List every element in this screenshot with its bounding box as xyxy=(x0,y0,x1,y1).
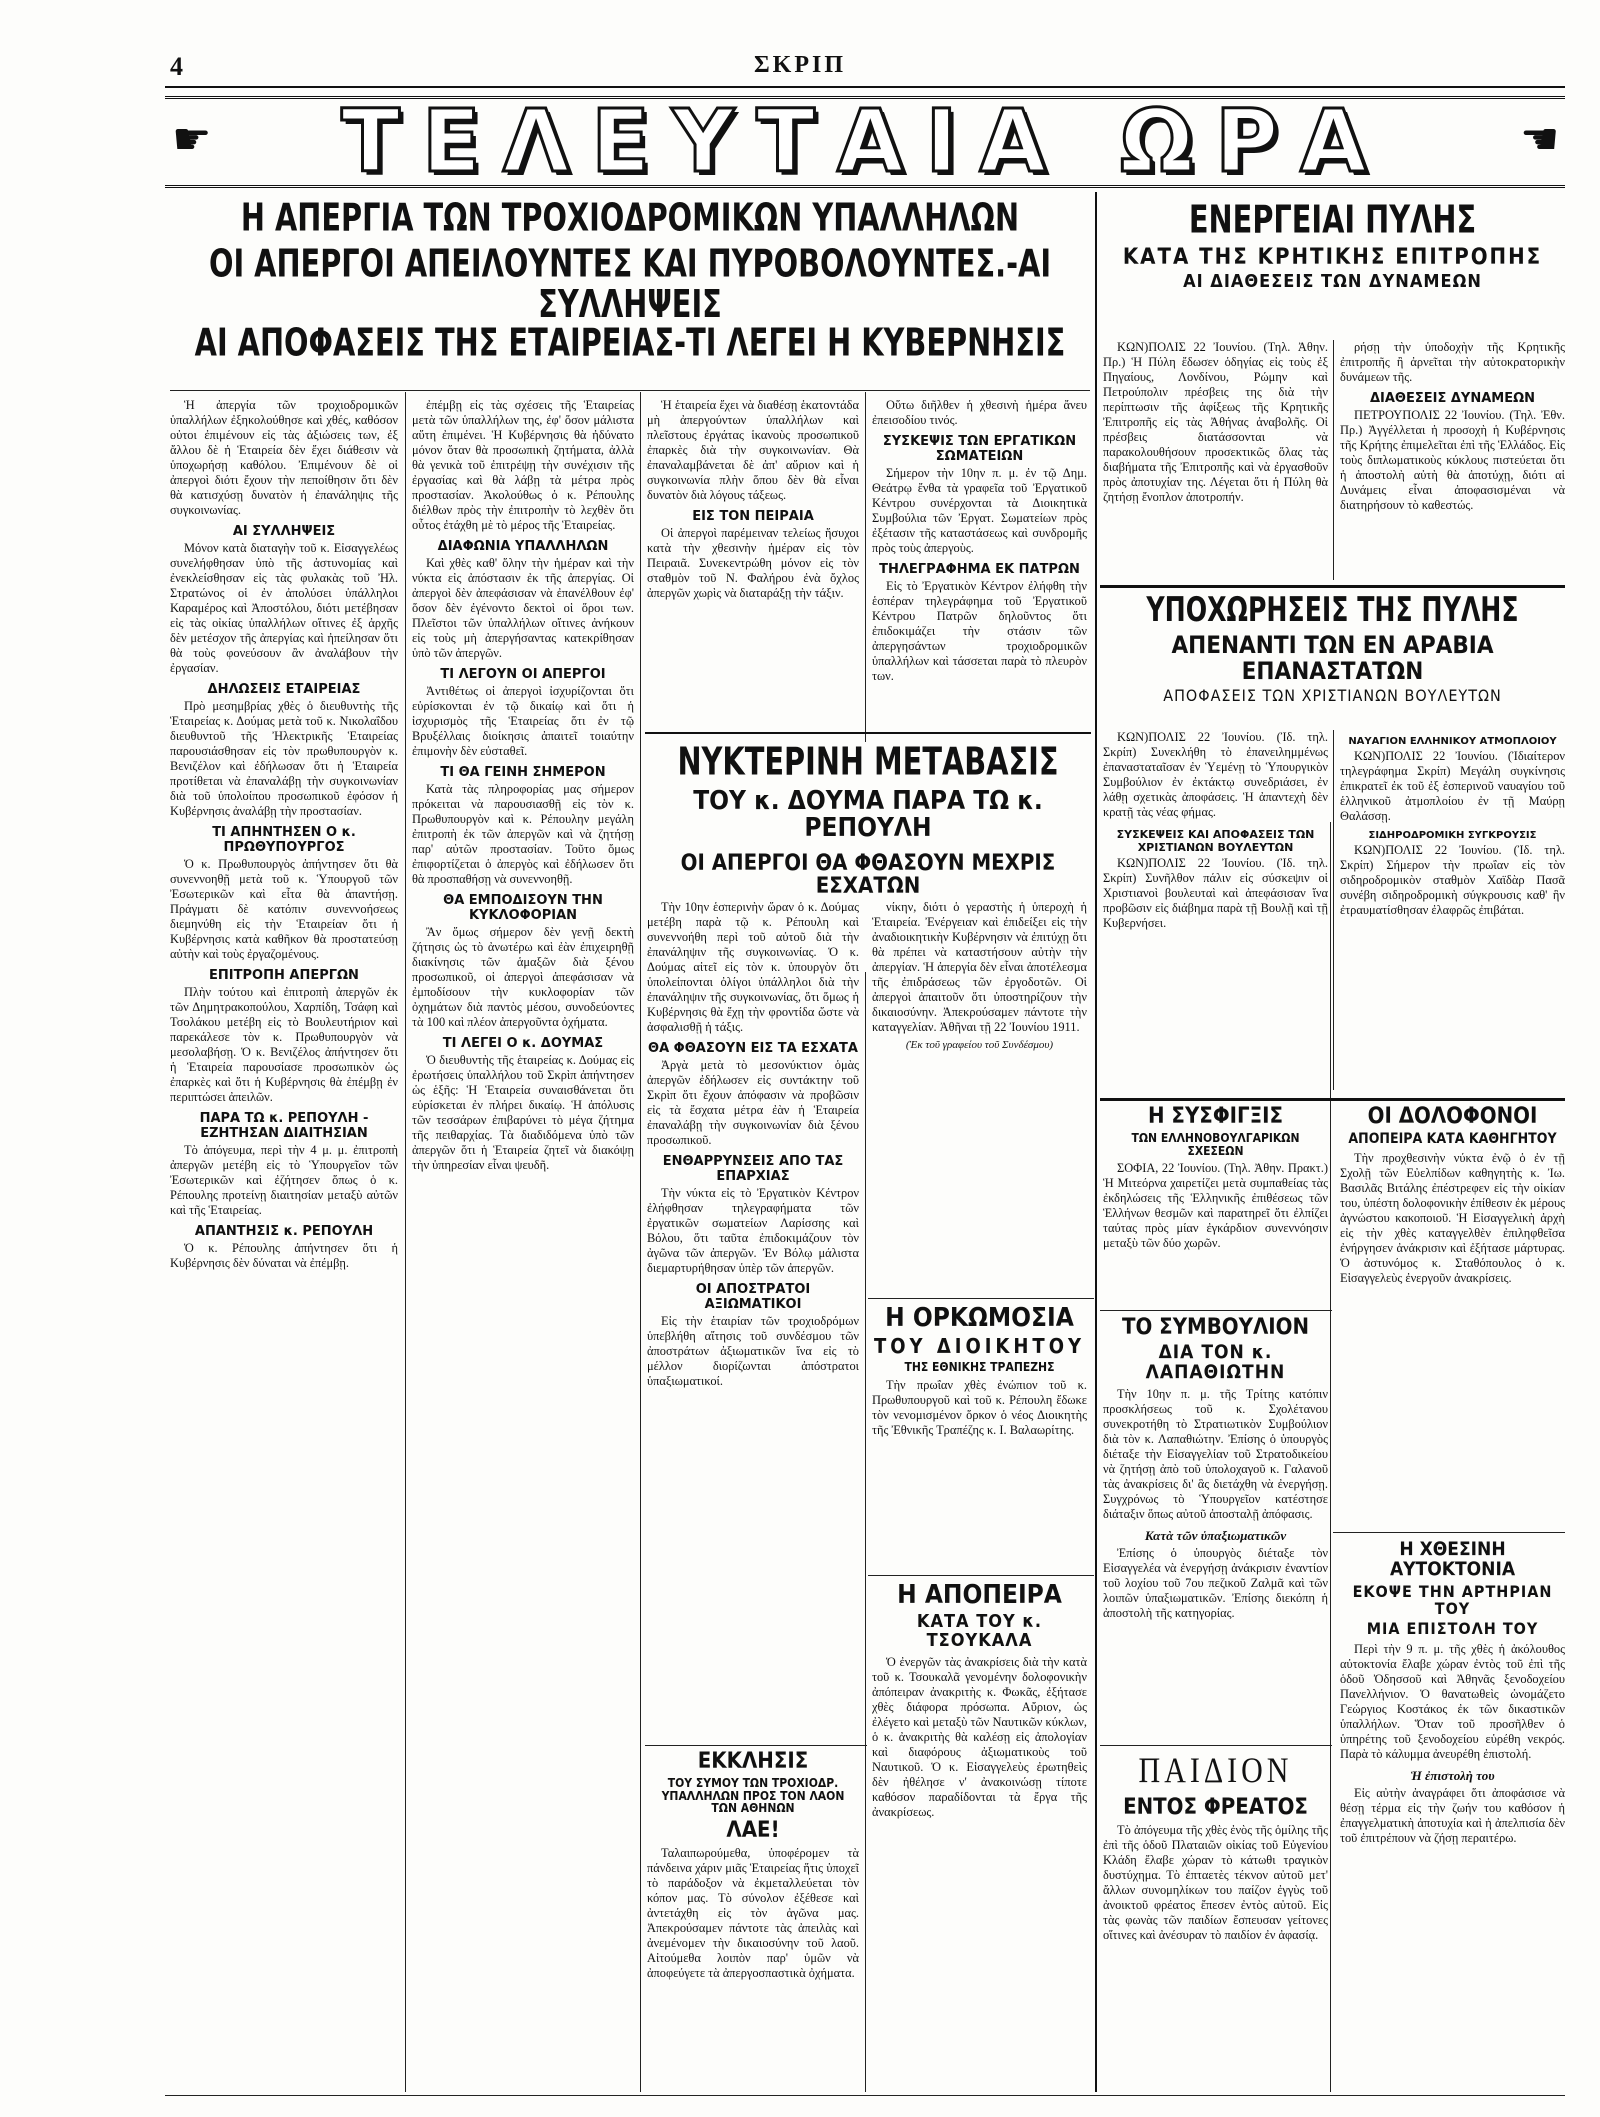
rule xyxy=(1100,1098,1565,1101)
night-story-column-2 xyxy=(872,900,1087,1290)
rule xyxy=(868,1298,1094,1299)
subheading: ΤΙ ΑΠΗΝΤΗΣΕΝ Ο κ. ΠΡΩΘΥΠΟΥΡΓΟΣ xyxy=(212,825,356,855)
council-headline-1: ΤΟ ΣΥΜΒΟΥΛΙΟΝ xyxy=(1121,1316,1310,1340)
appeal-headline-3: ΛΑΕ! xyxy=(726,1817,780,1843)
subheading: ΣΙΔΗΡΟΔΡΟΜΙΚΗ ΣΥΓΚΡΟΥΣΙΣ xyxy=(1368,830,1537,841)
concessions-headline-3: ΑΠΟΦΑΣΕΙΣ ΤΩΝ ΧΡΙΣΤΙΑΝΩΝ ΒΟΥΛΕΥΤΩΝ xyxy=(1163,685,1502,705)
pointing-hand-icon-right: ☚ xyxy=(1520,115,1560,164)
main-story-column-1 xyxy=(170,398,398,2093)
suicide-headline-3: ΜΙΑ ΕΠΙΣΤΟΛΗ ΤΟΥ xyxy=(1366,1619,1539,1639)
column-rule xyxy=(1095,192,1097,2092)
article-text: Σήμερον τὴν 10ην π. μ. ἐν τῷ Δημ. Θεάτρῳ ἔνθα τὰ γραφεῖα τοῦ Ἐργατικοῦ Κέντρου συνέρχονται τὰ Διοικητικὰ Συμβούλια τῶν Ἐργατ. Σωματείων πρὸς ἐξέτασιν τῆς καταστάσεως καὶ συνδρομῆς πρὸς τοὺς ἀπεργοὺς. xyxy=(872,466,1087,555)
suicide-headline-2: ΕΚΟΨΕ ΤΗΝ ΑΡΤΗΡΙΑΝ ΤΟΥ xyxy=(1352,1581,1553,1618)
subheading: ΕΠΙΤΡΟΠΗ ΑΠΕΡΓΩΝ xyxy=(209,968,359,983)
article-text: Εἰς τὸ Ἐργατικὸν Κέντρον ἐλήφθη τὴν ἑσπέραν τηλεγράφημα τοῦ Ἐργατικοῦ Κέντρου Πατρῶν δηλοῦντος ὅτι ἐπιδοκιμάζει τὴν στάσιν τῶν ἀπεργησάντων τροχιοδρομικῶν ὑπαλλήλων καὶ τάσσεται παρὰ τὸ πλευρὸν των. xyxy=(872,579,1087,683)
main-headline-3: ΑΙ ΑΠΟΦΑΣΕΙΣ ΤΗΣ ΕΤΑΙΡΕΙΑΣ-ΤΙ ΛΕΓΕΙ Η ΚΥΒΕΡΝΗΣΙΣ xyxy=(194,319,1066,365)
oath-article xyxy=(872,1305,1087,1565)
subheading: ΕΙΣ ΤΟΝ ΠΕΙΡΑΙΑ xyxy=(692,509,814,524)
attempt-headline-2: ΚΑΤΑ ΤΟΥ κ. ΤΣΟΥΚΑΛΑ xyxy=(916,1611,1043,1652)
article-text: Περὶ τὴν 9 π. μ. τῆς χθὲς ἡ ἀκόλουθος αὐτοκτονία ἔλαβε χώραν ἐντὸς τοῦ ἐπὶ τῆς ὁδοῦ Ὀδησσοῦ καὶ Ἀθηνᾶς ξενοδοχείου Πανελλήνιον. Ὁ θανατωθεὶς ὠνομάζετο Γεώργιος Κοστάκος ἐκ τῶν δικαστικῶν ὑπαλλήλων. Ὅταν τοῦ προσῆλθεν ὁ ὑπηρέτης τοῦ ξενοδοχείου εὑρέθη νεκρός. Παρὰ τὸ κάλυμμα ἀνευρέθη ἐπιστολή. xyxy=(1340,1642,1565,1762)
article-text: ΚΩΝ)ΠΟΛΙΣ 22 Ἰουνίου. (Ἰδ. τηλ. Σκρίπ) Συνῆλθον πάλιν εἰς σύσκεψιν οἱ Χριστιανοὶ βουλευταὶ καὶ ἀπεφάσισαν ἵνα προβῶσιν εἰς διάβημα παρὰ τῇ Βουλῇ καὶ τῇ Κυβερνήσει. xyxy=(1103,856,1328,930)
appeal-headline-2: ΤΟΥ ΣΥΜΟΥ ΤΩΝ ΤΡΟΧΙΟΔΡ. ΥΠΑΛΛΗΛΩΝ ΠΡΟΣ ΤΟΝ ΛΑΟΝ ΤΩΝ ΑΘΗΝΩΝ xyxy=(661,1776,845,1816)
rule xyxy=(868,1575,1094,1576)
subheading: ΔΙΑΘΕΣΕΙΣ ΔΥΝΑΜΕΩΝ xyxy=(1369,391,1536,406)
article-text: Τὴν νύκτα εἰς τὸ Ἐργατικὸν Κέντρον ἐλήφθησαν τηλεγραφήματα τῶν ἐργατικῶν σωματείων Λαρίσσης καὶ Βόλου, ὅτι ταῦτα ἐπιδοκιμάζουν τὸν ἀγῶνα τῶν ἀπεργῶν. Ἐν Βόλῳ μάλιστα διεμαρτυρήθησαν ὑπὲρ τῶν ἀπεργῶν. xyxy=(647,1186,859,1275)
rule xyxy=(1333,1532,1565,1533)
article-text: Εἰς τὴν ἑταιρίαν τῶν τροχιοδρόμων ὑπεβλήθη αἴτησις τοῦ συνδέσμου τῶν ἀποστράτων ἀξιωματικῶν ἵνα εἰς τὸ μέλλον διορίζωνται ἀπόστρατοι ὑπαξιωματικοί. xyxy=(647,1314,859,1388)
article-text: ἐπέμβῃ εἰς τὰς σχέσεις τῆς Ἑταιρείας μετὰ τῶν ὑπαλλήλων της, ἐφ' ὅσον μάλιστα αὕτη ἐπιμένει. Ἡ Κυβέρνησις θὰ ἠδύνατο μόνον ὅταν θὰ προσωπικὴ ζητήματα, ἀλλὰ θὰ γενικὰ τοῦ ἐπιτρέψῃ τὴν συνέχισιν τῆς ἐργασίας καὶ θὰ λάβῃ τὰ μέτρα πρὸς προστασίαν. Ἀκολούθως ὁ κ. Ρέπουλης διέλθων πρὸς τὴν ἐπιτροπὴν τὸ λεχθὲν ὅτι οὗτος ἐτάχθη μὲ τὸ μέρος τῆς Ἑταιρείας. xyxy=(412,398,634,532)
child-article xyxy=(1103,1752,1328,2092)
article-text: Τὴν πρωΐαν χθὲς ἐνώπιον τοῦ κ. Πρωθυπουργοῦ καὶ τοῦ κ. Ρέπουλη ἔδωκε τὸν νενομισμένον ὅρκον ὁ νέος Διοικητὴς τῆς Ἐθνικῆς Τραπέζης κ. Ι. Βαλαωρίτης. xyxy=(872,1377,1087,1437)
concessions-headline-1: ΥΠΟΧΩΡΗΣΕΙΣ ΤΗΣ ΠΥΛΗΣ xyxy=(1146,592,1519,630)
subheading: ΤΙ ΘΑ ΓΕΙΝΗ ΣΗΜΕΡΟΝ xyxy=(440,765,606,780)
subheading: ΣΥΣΚΕΨΙΣ ΤΩΝ ΕΡΓΑΤΙΚΩΝ ΣΩΜΑΤΕΙΩΝ xyxy=(882,434,1077,464)
concessions-col1 xyxy=(1103,730,1328,820)
subheading: ΠΑΡΑ ΤΩ κ. ΡΕΠΟΥΛΗ - ΕΖΗΤΗΣΑΝ ΔΙΑΙΤΗΣΙΑΝ xyxy=(199,1111,369,1141)
rule xyxy=(1100,1310,1332,1311)
concessions-col1b xyxy=(1103,822,1328,1092)
council-article xyxy=(1103,1316,1328,1736)
attempt-article xyxy=(872,1582,1087,2092)
main-story-column-4 xyxy=(872,398,1087,728)
article-text: Ταλαιπωρούμεθα, ὑποφέρομεν τὰ πάνδεινα χάριν μιᾶς Ἑταιρείας ἥτις ὑποχεῖ τὸ παράδοξον νὰ ἐκμεταλλεύεται τὸν κόπον μας. Τὸ σύνολον ἐξέθεσε καὶ ἀντετάχθη εἰς τὸν ἀγῶνα μας. Ἀπεκρούσαμεν πάντοτε τὰς ἀπειλὰς καὶ ἀνεμένομεν τὴν δικαιοσύνην τοῦ λαοῦ. Αἰτούμεθα λοιπὸν παρ' ὑμῶν νὰ ἀποφεύγετε τὰ ἀπεργοσπαστικὰ ὀχήματα. xyxy=(647,1845,859,1980)
porte-article-col1 xyxy=(1103,340,1328,580)
article-text: Τὸ ἀπόγευμα τῆς χθὲς ἐνὸς τῆς ὁμίλης τῆς ἐπὶ τῆς ὁδοῦ Πλαταιῶν οἰκίας τοῦ Εὐγενίου Κλάδη ἔλαβε χώραν τὸ κάτωθι τραγικὸν δυστύχημα. Τὸ ἐπταετὲς τέκνον αὐτοῦ μετ' ἄλλων συνομηλίκων του παίζον ἐγγὺς τοῦ ἀνοικτοῦ φρέατος ἔπεσεν ἐντὸς αὐτοῦ. Εἰς τὰς φωνὰς τῶν παιδίων ἔσπευσαν γείτονες οἵτινες καὶ ἀνέσυραν τὸ παιδίον ἐν ἀφασίᾳ. xyxy=(1103,1822,1328,1942)
murderers-article xyxy=(1340,1105,1565,1525)
subheading: ΕΝΘΑΡΡΥΝΣΕΙΣ ΑΠΟ ΤΑΣ ΕΠΑΡΧΙΑΣ xyxy=(662,1154,844,1184)
murderers-headline-1: ΟΙ ΔΟΛΟΦΟΝΟΙ xyxy=(1367,1105,1538,1129)
article-text: Πλὴν τούτου καὶ ἐπιτροπὴ ἀπεργῶν ἐκ τῶν Δημητρακοπούλου, Χαρπίδη, Τσάφη καὶ Τσολάκου μετέβη εἰς τὸ Βουλευτήριον καὶ παρεκάλεσε τὸν κ. Πρωθυπουργὸν νὰ μεσολαβήσῃ. Ὁ κ. Βενιζέλος ἀπήντησεν ὅτι ἡ Ἑταιρεία παρουσίασε προσωπικὸν ὡς ἐπαρκὲς καὶ ὅτι ἡ Κυβέρνησις θὰ ἐπέμβῃ ἐν περιπτώσει ἀπειλῶν. xyxy=(170,985,398,1104)
article-text: Ὁ κ. Πρωθυπουργὸς ἀπήντησεν ὅτι θὰ συνεννοηθῇ μετὰ τοῦ κ. Ὑπουργοῦ τῶν Ἐσωτερικῶν καὶ εἶτα θὰ ἀπαντήσῃ. Πράγματι δὲ κατόπιν συνεννοήσεως διεμηνύθη εἰς τὴν Ἑταιρείαν ὅτι ἡ Κυβέρνησις κατὰ καθῆκον θὰ προστατεύσῃ αὐτὴν καὶ τοὺς ἐργαζομένους. xyxy=(170,857,398,961)
oath-headline-2: ΤΟΥ ΔΙΟΙΚΗΤΟΥ xyxy=(873,1334,1086,1359)
porte-article-headlines xyxy=(1100,200,1565,340)
column-rule xyxy=(1330,822,1331,2092)
article-text: Ἡ ἑταιρεία ἔχει νὰ διαθέσῃ ἑκατοντάδα μὴ ἀπεργούντων ὑπαλλήλων καὶ πλεῖστους ἐργάτας ἱκανοὺς προσωπικοῦ ἐπαρκὲς διὰ τὴν συγκοινωνίαν. Θὰ ἐπαναλαμβάνεται δὲ ἀπ' αὔριον καὶ ἡ συγκοινωνία πλὴν ὅπου δὲν θὰ εἶναι δυνατὸν διὰ λόγους τάξεως. xyxy=(647,398,859,502)
article-text: Τὴν προχθεσινὴν νύκτα ἐνῷ ὁ ἐν τῇ Σχολῇ τῶν Εὐελπίδων καθηγητὴς κ. Ἰω. Βασιλᾶς Βιτάλης ἐπέστρεφεν εἰς τὴν οἰκίαν του, ὑπέστη δολοφονικὴν ἐπίθεσιν ἐκ μέρους ἀγνώστου κακοποιοῦ. Ἡ Εἰσαγγελικὴ ἀρχὴ εἰς τὴν χθὲς καταγγελθὲν ἐπιληφθεῖσα ἐνήργησεν ἀνάκρισιν καὶ ἐξήτασε μάρτυρας. Ὁ ἀστυνόμος κ. Σταθόπουλος ὁ κ. Εἰσαγγελεὺς ἐνεργοῦν ἀνακρίσεις. xyxy=(1340,1150,1565,1285)
column-rule xyxy=(865,392,866,2092)
pointing-hand-icon-left: ☛ xyxy=(172,115,212,164)
rule xyxy=(170,390,1090,391)
column-rule xyxy=(640,392,641,2092)
bulgarian-article xyxy=(1103,1105,1328,1305)
subheading: ΝΑΥΑΓΙΟΝ ΕΛΛΗΝΙΚΟΥ ΑΤΜΟΠΛΟΙΟΥ xyxy=(1348,736,1557,747)
article-text: Ἂν ὅμως σήμερον δὲν γενῇ δεκτὴ ζήτησις ὡς τὸ ἀνωτέρω καὶ ἐὰν ἐπιχειρηθῇ διακίνησις τῶν ἁμαξῶν διὰ ξένου προσωπικοῦ, οἱ ἀπεργοὶ ἀπεφάσισαν νὰ ἐμποδίσουν τὴν κυκλοφορίαν τῶν ὀχημάτων διὰ παντὸς μέσου, συνοδεύοντες τὰ 100 καὶ πλέον ἀπεργοῦντα ὀχήματα. xyxy=(412,925,634,1029)
article-text: Ἀργὰ μετὰ τὸ μεσονύκτιον ὁμὰς ἀπεργῶν ἐδήλωσεν εἰς συντάκτην τοῦ Σκρὶπ ὅτι ἔχουν ἀπόφασιν νὰ προβῶσιν εἰς τὰ ἔσχατα μέτρα ἐὰν ἡ Ἑταιρεία ἐπαναλάβῃ τὴν συγκοινωνίαν διὰ ξένου προσωπικοῦ. xyxy=(647,1058,859,1147)
suicide-headline-1: Η ΧΘΕΣΙΝΗ ΑΥΤΟΚΤΟΝΙΑ xyxy=(1389,1540,1516,1580)
column-rule xyxy=(405,392,406,2092)
night-story-column-1 xyxy=(647,900,859,1740)
article-text: ΣΟΦΙΑ, 22 Ἰουνίου. (Τηλ. Ἀθην. Πρακτ.) Ἡ Μιτεόρνα χαιρετίζει μετὰ συμπαθείας τὰς ἐκδηλώσεις τῆς Ἑλληνικῆς ἐπιθέσεως τῶν Ἑλλήνων θεσμῶν καὶ παρατηρεῖ ὅτι ἐλπίζει ταύτας πρὸς μίαν ἐγκάρδιον συνεννόησιν μεταξὺ τῶν δύο χωρῶν. xyxy=(1103,1161,1328,1251)
main-headline-2: ΟΙ ΑΠΕΡΓΟΙ ΑΠΕΙΛΟΥΝΤΕΣ ΚΑΙ ΠΥΡΟΒΟΛΟΥΝΤΕΣ.-ΑΙ ΣΥΛΛΗΨΕΙΣ xyxy=(208,239,1052,326)
subheading: ΘΑ ΦΘΑΣΟΥΝ ΕΙΣ ΤΑ ΕΣΧΑΤΑ xyxy=(648,1041,858,1056)
subheading: ΘΑ ΕΜΠΟΔΙΣΟΥΝ ΤΗΝ ΚΥΚΛΟΦΟΡΙΑΝ xyxy=(443,893,603,923)
subheading: Ἡ ἐπιστολὴ του xyxy=(1410,1768,1495,1784)
article-text: ΠΕΤΡΟΥΠΟΛΙΣ 22 Ἰουνίου. (Τηλ. Ἐθν. Πρ.) Ἀγγέλλεται ἡ προσοχὴ ἡ Κυβέρνησις τῆς Κρήτης ἐπιμελεῖται ἐπὶ τῆς Ἑλλάδος. Εἰς τοὺς διπλωματικοὺς κύκλους πιστεύεται ὅτι ἡ ἀποστολὴ αὐτὴ θὰ ἀποτύχῃ, διότι αἱ Δυνάμεις εἶναι ἀποφασισμέναι νὰ διατηρήσουν τὸ καθεστώς. xyxy=(1340,408,1565,512)
council-headline-2: ΔΙΑ ΤΟΝ κ. ΛΑΠΑΘΙΩΤΗΝ xyxy=(1145,1341,1286,1384)
signature: (Ἐκ τοῦ γραφείου τοῦ Συνδέσμου) xyxy=(905,1039,1054,1051)
column-rule xyxy=(1333,340,1334,580)
night-headline-3: ΟΙ ΑΠΕΡΓΟΙ ΘΑ ΦΘΑΣΟΥΝ ΜΕΧΡΙΣ ΕΣΧΑΤΩΝ xyxy=(680,851,1056,900)
appeal-article xyxy=(647,1750,859,2092)
article-text: ΚΩΝ)ΠΟΛΙΣ 22 Ἰουνίου. (Ἰδ. τηλ. Σκρίπ) Συνεκλήθη τὸ ἐπανειλημμένως ἐπανασταταῖσαν ἐν Ὑεμένῃ τὸ Ὑπουργικὸν Συμβούλιον ἐν ἐκτάκτῳ συνεδριάσει, ἐν λάθῃ σχετικὰς ἀποφάσεις. Ἡ ἀπαντεχὴ δὲν κρατῇ τὰς νέας φήμας. xyxy=(1103,730,1328,819)
subheading: ΟΙ ΑΠΟΣΤΡΑΤΟΙ ΑΞΙΩΜΑΤΙΚΟΙ xyxy=(695,1282,811,1312)
article-text: νίκην, διότι ὁ γεραστὴς ἡ ὑπεροχὴ ἡ Ἑταιρεία. Ἐνέργειαν καὶ ἐπιδείξει εἰς τὴν ἀναδιοικητικὴν Κυβέρνησιν νὰ ἐπιτύχῃ ὅτι θὰ πρέπει νὰ καταστήσουν αὐτὴν τὴν ἀπεργίαν. Ἡ ἀπεργία δὲν εἶναι ἀποτέλεσμα τῆς ἐπιδράσεως τῶν ἐργοδοτῶν. Οἱ ἀπεργοὶ ἀπαιτοῦν ὅτι ὑποστηρίζουν τὴν δικαιοσύνην. Ἀπεκρούσαμεν πάντοτε τὴν καταγγελίαν. Ἀθῆναι τῇ 22 Ἰουνίου 1911. xyxy=(872,900,1087,1034)
article-text: Τὴν 10ην ἑσπερινὴν ὥραν ὁ κ. Δούμας μετέβη παρὰ τῷ κ. Ρέπουλη καὶ συνεννοήθη περὶ τοῦ αὐτοῦ διὰ τὴν ἐπανάληψιν τῆς συγκοινωνίας. Ὁ κ. Δούμας αἰτεῖ εἰς τὸν κ. ὑπουργὸν ὅτι ὑπολείπονται ὀλίγοι ὑπάλληλοι διὰ τὴν ἐπανάληψιν τῆς συγκοινωνίας, ὅτι ὅμως ἡ Κυβέρνησις θὰ ἔχῃ τὴν φροντίδα ὥστε νὰ ἀσφαλισθῇ ἡ τάξις. xyxy=(647,900,859,1034)
article-text: Τὸ ἀπόγευμα, περὶ τὴν 4 μ. μ. ἐπιτροπὴ ἀπεργῶν μετέβη εἰς τὸ Ὑπουργεῖον τῶν Ἐσωτερικῶν καὶ ἐζήτησεν ὅπως ὁ κ. Ρέπουλης προτείνῃ διαιτησίαν μεταξὺ αὐτῶν καὶ τῆς Ἑταιρείας. xyxy=(170,1143,398,1217)
rule xyxy=(1100,585,1565,588)
article-text: Εἰς αὐτὴν ἀναγράφει ὅτι ἀποφάσισε νὰ θέσῃ τέρμα εἰς τὴν ζωήν του καθόσον ἡ ἐπαγγελματικὴ ἀποτυχία καὶ ἡ ἀπελπισία δὲν τοῦ ἐπιτρέπουν νὰ ζήσῃ περαιτέρω. xyxy=(1340,1786,1565,1846)
oath-headline-3: ΤΗΣ ΕΘΝΙΚΗΣ ΤΡΑΠΕΖΗΣ xyxy=(904,1360,1055,1375)
rule xyxy=(645,732,1091,734)
rule xyxy=(1100,1745,1332,1746)
suicide-article xyxy=(1340,1540,1565,2092)
article-text: Οἱ ἀπεργοὶ παρέμειναν τελείως ἥσυχοι κατὰ τὴν χθεσινὴν ἡμέραν εἰς τὸν Πειραιᾶ. Συνεκεντρώθη μόνον εἰς τὸν σταθμὸν τοῦ Ν. Φαλήρου ἐνὰ ὄχλος ἀπεργῶν χωρὶς νὰ διαταράξῃ τὴν τάξιν. xyxy=(647,526,859,600)
rule xyxy=(645,1745,867,1746)
article-text: Ὁ ἐνεργῶν τὰς ἀνακρίσεις διὰ τὴν κατὰ τοῦ κ. Τσουκαλᾶ γενομένην δολοφονικὴν ἀπόπειραν ἀνακριτὴς κ. Φωκᾶς, ἐξήτασε χθὲς διάφορα πρόσωπα. Αὔριον, ὡς ἐλέγετο καὶ μεταξὺ τῶν Ναυτικῶν κύκλων, ὁ κ. ἀνακριτὴς θὰ καλέσῃ εἰς ἀπολογίαν καὶ διαφόρους ἀξιωματικοὺς τοῦ Ναυτικοῦ. Ὁ κ. Εἰσαγγελεὺς ἐρωτηθεὶς δὲν ἠθέλησε ν' ἀνακοινώσῃ τίποτε καθόσον παραδίδονται τὰ ἔργα τῆς ἀνακρίσεως. xyxy=(872,1655,1087,1820)
article-text: Οὕτω διῆλθεν ἡ χθεσινὴ ἡμέρα ἄνευ ἐπεισοδίου τινός. xyxy=(872,398,1087,427)
concessions-headlines xyxy=(1100,592,1565,732)
bulgarian-headline-1: Η ΣΥΣΦΙΓΞΙΣ xyxy=(1147,1105,1283,1129)
child-headline-2: ΕΝΤΟΣ ΦΡΕΑΤΟΣ xyxy=(1123,1794,1308,1820)
page-number: 4 xyxy=(170,52,183,81)
article-text: Πρὸ μεσημβρίας χθὲς ὁ διευθυντὴς τῆς Ἑταιρείας κ. Δούμας μετὰ τοῦ κ. Νικολαΐδου διευθυντοῦ τῆς Ἠλεκτρικῆς Ἑταιρείας παρουσιάσθησαν εἰς τὸν πρωθυπουργὸν κ. Βενιζέλον καὶ ἐδήλωσαν ὅτι ἡ Ἑταιρεία προτίθεται νὰ ἐπαναλάβῃ τὴν συγκοινωνίαν διὰ τοῦ ὑπολοίπου προσωπικοῦ ἐφόσον ἡ Κυβέρνησις ἀναλάβῃ τὴν προστασίαν. xyxy=(170,699,398,818)
murderers-headline-2: ΑΠΟΠΕΙΡΑ ΚΑΤΑ ΚΑΘΗΓΗΤΟΥ xyxy=(1348,1131,1557,1148)
article-text: Ἐπίσης ὁ ὑπουργὸς διέταξε τὸν Εἰσαγγελέα νὰ ἐνεργήσῃ ἀνάκρισιν ἐναντίον τοῦ λοχίου τοῦ 7ου πεζικοῦ Ζαλμᾶ καὶ τῶν λοιπῶν ὑπαξιωματικῶν. Ἐπίσης διεκόπη ἡ ἀποστολὴ τῆς κατηγορίας. xyxy=(1103,1545,1328,1620)
article-text: Τὴν 10ην π. μ. τῆς Τρίτης κατόπιν προσκλήσεως τοῦ κ. Σχολέτανου συνεκροτήθη τὸ Στρατιωτικὸν Συμβούλιον διὰ τὸν κ. Λαπαθιώτην. Ἐπίσης ὁ ὑπουργὸς διέταξε τὴν Εἰσαγγελίαν τοῦ Στρατοδικείου νὰ ζητήσῃ ἀπὸ τοῦ ὑπολοχαγοῦ κ. Γαλανοῦ τὰς ἀνακρίσεις δι' ἃς διετάχθη νὰ ἐνεργήσῃ. Συγχρόνως τὸ Ὑπουργεῖον κατέστησε διάταξιν ὅπως αὐτοῦ ἀποσταλῇ ἀπόφασις. xyxy=(1103,1386,1328,1521)
attempt-headline-1: Η ΑΠΟΠΕΙΡΑ xyxy=(897,1582,1062,1610)
concessions-headline-2: ΑΠΕΝΑΝΤΙ ΤΩΝ ΕΝ ΑΡΑΒΙΑ ΕΠΑΝΑΣΤΑΤΩΝ xyxy=(1171,631,1494,685)
subheading: ΔΗΛΩΣΕΙΣ ΕΤΑΙΡΕΙΑΣ xyxy=(207,682,361,697)
article-text: Καὶ χθὲς καθ' ὅλην τὴν ἡμέραν καὶ τὴν νύκτα εἰς ἀπόστασιν ἐκ τῆς ἀπεργίας. Οἱ ἀπεργοὶ δὲν ἀπεφάσισαν νὰ ἐπανέλθουν ἐφ' ὅσον δὲν ἐγένοντο δεκτοὶ οἱ ὅροι των. Πλεῖστοι τῶν ὑπαλλήλων οἵτινες ἀνήκουν εἰς τοὺς μὴ ἀπεργήσαντας κατεκρίθησαν ὑπὸ τῶν ἀπεργῶν. xyxy=(412,556,634,660)
banner-title: ΤΕΛΕΥΤΑΙΑ ΩΡΑ xyxy=(341,92,1389,192)
subheading: Κατὰ τῶν ὑπαξιωματικῶν xyxy=(1144,1527,1287,1543)
main-story-headlines xyxy=(170,198,1090,398)
masthead-rule xyxy=(165,86,1565,88)
oath-headline-1: Η ΟΡΚΩΜΟΣΙΑ xyxy=(885,1305,1074,1333)
subheading: ΔΙΑΦΩΝΙΑ ΥΠΑΛΛΗΛΩΝ xyxy=(437,539,609,554)
subheading: ΤΙ ΛΕΓΕΙ Ο κ. ΔΟΥΜΑΣ xyxy=(442,1036,604,1051)
subheading: ΤΗΛΕΓΡΑΦΗΜΑ ΕΚ ΠΑΤΡΩΝ xyxy=(879,562,1080,577)
appeal-headline-1: ΕΚΚΛΗΣΙΣ xyxy=(697,1750,809,1774)
main-story-column-2 xyxy=(412,398,634,2093)
article-text: ρήσῃ τὴν ὑποδοχὴν τῆς Κρητικῆς ἐπιτροπῆς ἢ ἀρνεῖται τὴν αὐτοκρατορικὴν δυνάμεων τῆς. xyxy=(1340,340,1565,384)
banner xyxy=(165,92,1565,192)
subheading: ΣΥΣΚΕΨΕΙΣ ΚΑΙ ΑΠΟΦΑΣΕΙΣ ΤΩΝ ΧΡΙΣΤΙΑΝΩΝ ΒΟΥΛΕΥΤΩΝ xyxy=(1116,828,1315,854)
main-story-column-3 xyxy=(647,398,859,728)
column-rule xyxy=(1333,730,1334,1090)
subheading: ΑΙ ΣΥΛΛΗΨΕΙΣ xyxy=(232,524,336,539)
article-text: Ἀντιθέτως οἱ ἀπεργοὶ ἰσχυρίζονται ὅτι εὑρίσκονται ἐν τῷ δικαίῳ καὶ ὅτι ἡ ἰσχυρισμὸς τῆς Ἑταιρείας ὅτι ἐν τῷ Βρυξέλλαις διοίκησις ἀπαιτεῖ τοιαύτην ἐπιμονὴν δὲν εὐσταθεῖ. xyxy=(412,684,634,758)
article-text: ΚΩΝ)ΠΟΛΙΣ 22 Ἰουνίου. (Τηλ. Ἀθην. Πρ.) Ἡ Πύλη ἔδωσεν ὁδηγίας εἰς τοὺς ἐξ Πηγαίους, Λονδίνου, Ρώμην καὶ Πετρούπολιν πρέσβεις της διὰ τὴν περίπτωσιν τῆς ἀφίξεως τῆς Κρητικῆς Ἐπιτροπῆς εἰς τὰς Ἀθήνας ἀναβολῆς. Οἱ πρέσβεις διατάσσονται νὰ παρακολουθήσουν προσεκτικῶς ὅλας τὰς διαβήματα τῆς Ἐπιτροπῆς καὶ νὰ ἐργασθοῦν πρὸς ἀποτυχίαν της. Λέγεται ὅτι ἡ Πύλη θὰ ζητήσῃ ἔνοπλον ἀποτροπήν. xyxy=(1103,340,1328,504)
article-text: Ἡ ἀπεργία τῶν τροχιοδρομικῶν ὑπαλλήλων ἐξηκολούθησε καὶ χθές, καθόσον οὐτοι ἐπιμένουν εἰς τὰς ἀξιώσεις των, ἐξ ἄλλου δὲ ἡ Ἑταιρεία δὲν ἔχει διάθεσιν νὰ ὑποχωρήσῃ καθόλου. Ἐπιμένουν δὲ οἱ ἀπεργοὶ διότι ἔχουν τὴν πεποίθησιν ὅτι δὲν θὰ κατισχύσῃ δυνατὸν ἡ ἐπανάληψις τῆς συγκοινωνίας. xyxy=(170,398,398,517)
article-text: Ὁ διευθυντὴς τῆς ἑταιρείας κ. Δούμας εἰς ἐρωτήσεις ὑπαλλήλου τοῦ Σκρὶπ ἀπήντησεν ὡς ἑξῆς: Ἡ Ἑταιρεία συναισθάνεται ὅτι εὑρίσκεται ἐν πλήρει δικαίῳ. Ἡ ἀπόλυσις τῶν τεσσάρων ἐπιβαρύνει τὸ μέγα ζήτημα τῆς πειθαρχίας. Τὰ διαδιδόμενα ὑπὸ τῶν ἀπεργῶν ὅτι ἡ Ἑταιρεία ζητεῖ νὰ διακόψῃ τὴν ὑπηρεσίαν εἶναι ψευδῆ. xyxy=(412,1053,634,1172)
porte-headline-1: ΕΝΕΡΓΕΙΑΙ ΠΥΛΗΣ xyxy=(1188,200,1477,242)
night-headline-2: ΤΟΥ κ. ΔΟΥΜΑ ΠΑΡΑ ΤΩ κ. ΡΕΠΟΥΛΗ xyxy=(693,785,1043,843)
subheading: ΑΠΑΝΤΗΣΙΣ κ. ΡΕΠΟΥΛΗ xyxy=(194,1224,374,1239)
article-text: ΚΩΝ)ΠΟΛΙΣ 22 Ἰουνίου. (Ἰδιαίτερον τηλεγράφημα Σκρίπ) Μεγάλη συγκίνησις ἐπικρατεῖ ἐκ τοῦ ἐξ ἐσπερινοῦ ναυαγίου τοῦ ἑλληνικοῦ ἀτμοπλοίου ἐν τῇ Μαύρῃ Θαλάσσῃ. xyxy=(1340,749,1565,823)
night-headline-1: ΝΥΚΤΕΡΙΝΗ ΜΕΤΑΒΑΣΙΣ xyxy=(677,742,1059,784)
page-bottom-rule xyxy=(165,2095,1565,2096)
newspaper-name: ΣΚΡΙΠ xyxy=(753,52,847,78)
porte-headline-2: ΚΑΤΑ ΤΗΣ ΚΡΗΤΙΚΗΣ ΕΠΙΤΡΟΠΗΣ xyxy=(1122,244,1543,270)
bulgarian-headline-2: ΤΩΝ ΕΛΛΗΝΟΒΟΥΛΓΑΡΙΚΩΝ ΣΧΕΣΕΩΝ xyxy=(1131,1131,1300,1158)
porte-headline-3: ΑΙ ΔΙΑΘΕΣΕΙΣ ΤΩΝ ΔΥΝΑΜΕΩΝ xyxy=(1183,270,1482,292)
porte-article-col2 xyxy=(1340,340,1565,580)
main-headline-1: Η ΑΠΕΡΓΙΑ ΤΩΝ ΤΡΟΧΙΟΔΡΟΜΙΚΩΝ ΥΠΑΛΛΗΛΩΝ xyxy=(240,198,1020,240)
article-text: Μόνον κατὰ διαταγὴν τοῦ κ. Εἰσαγγελέως συνελήφθησαν ὑπὸ τῆς ἀστυνομίας καὶ ἐνεκλείσθησαν εἰς τὰς φυλακὰς τοῦ Ἠλ. Στρατώνος οἱ ἐν ἀπολύσει ὑπάλληλοι Καραμέρος καὶ Ἀποστόλου, διότι μετέβησαν εἰς τὰς οἰκίας ὑπαλλήλων οἵτινες ἐξ ἀρχῆς δὲν μετέσχον τῆς ἀπεργίας καὶ ἠπείλησαν ὅτι θὰ τοὺς φονεύσουν ἂν ἀναλάβουν τὴν ἐργασίαν. xyxy=(170,541,398,675)
article-text: ΚΩΝ)ΠΟΛΙΣ 22 Ἰουνίου. (Ἰδ. τηλ. Σκρίπ) Σήμερον τὴν πρωΐαν εἰς τὸν σιδηροδρομικὸν σταθμὸν Χαϊδὰρ Πασᾶ συνέβη σιδηροδρομικὴ σύγκρουσις καθ' ἣν ἐτραυματίσθησαν ἐλαφρῶς ἐπιβάται. xyxy=(1340,843,1565,917)
subheading: ΤΙ ΛΕΓΟΥΝ ΟΙ ΑΠΕΡΓΟΙ xyxy=(440,667,606,682)
article-text: Κατὰ τὰς πληροφορίας μας σήμερον πρόκειται νὰ παρουσιασθῇ εἰς τὸν κ. Πρωθυπουργὸν καὶ κ. Ρέπουλην μεγάλη ἐπιτροπὴ ἐκ τῶν ἀπεργῶν καὶ νὰ ζητήσῃ παρ' αὐτῶν προστασίαν. Τοῦτο ὅμως ἐπιφορτίζεται ὁ ἀπεργὸς καὶ ἐδήλωσεν ὅτι θὰ προσπαθήσῃ νὰ συνεννοηθῇ. xyxy=(412,782,634,886)
article-text: Ὁ κ. Ρέπουλης ἀπήντησεν ὅτι ἡ Κυβέρνησις δὲν δύναται νὰ ἐπέμβῃ. xyxy=(170,1241,398,1270)
child-headline-1: ΠΑΙΔΙΟΝ xyxy=(1138,1752,1293,1791)
concessions-col2 xyxy=(1340,730,1565,1092)
